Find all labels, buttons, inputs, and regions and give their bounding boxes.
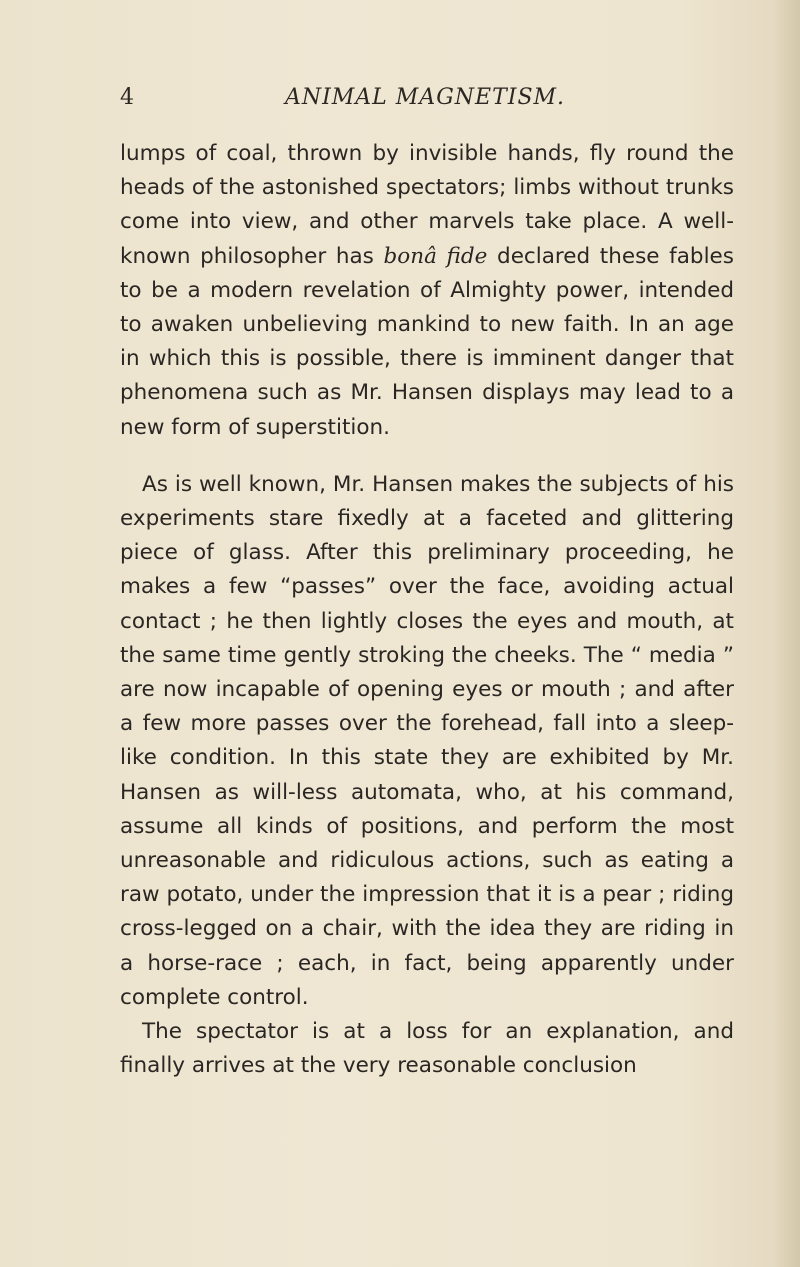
paragraph-1-text-after: declared these fables to be a modern revelation of Almighty power, intended to awaken unbelieving mankind to new faith. In an age in which this is possible, there is imminent danger that phenomena such as Mr. Hansen displays may lead to a new form of superstition.: [120, 243, 734, 440]
page-number: 4: [120, 85, 134, 110]
running-head: [120, 80, 730, 116]
paragraph-1-text-before: lumps of coal, thrown by invisible hands, fly round the heads of the astonished spectators; limbs without trunks come into view, and other marvels take place. A well-known philosopher has: [120, 141, 734, 269]
body-text: [120, 137, 734, 1083]
italic-phrase: bonâ fide: [383, 243, 488, 269]
paragraph-3: The spectator is at a loss for an explanation, and finally arrives at the very reasonable conclusion: [120, 1019, 734, 1079]
running-title: ANIMAL MAGNETISM.: [284, 85, 566, 110]
page-edge-shadow: [774, 0, 800, 1267]
paragraph-1: [120, 137, 734, 445]
paragraph-2: As is well known, Mr. Hansen makes the subjects of his experiments stare fixedly at a faceted and glittering piece of glass. After this preliminary proceeding, he makes a few “passes” over the face, avoiding actual contact ; he then lightly closes the eyes and mouth, at the same time gently stroking the cheeks. The “ media ” are now incapable of opening eyes or mouth ; and after a few more passes over the forehead, fall into a sleep-like condition. In this state they are exhibited by Mr. Hansen as will-less automata, who, at his command, assume all kinds of positions, and perform the most unreasonable and ridiculous actions, such as eating a raw potato, under the impression that it is a pear ; riding cross-legged on a chair, with the idea they are riding in a horse-race ; each, in fact, being apparently under complete control.: [120, 471, 734, 1010]
